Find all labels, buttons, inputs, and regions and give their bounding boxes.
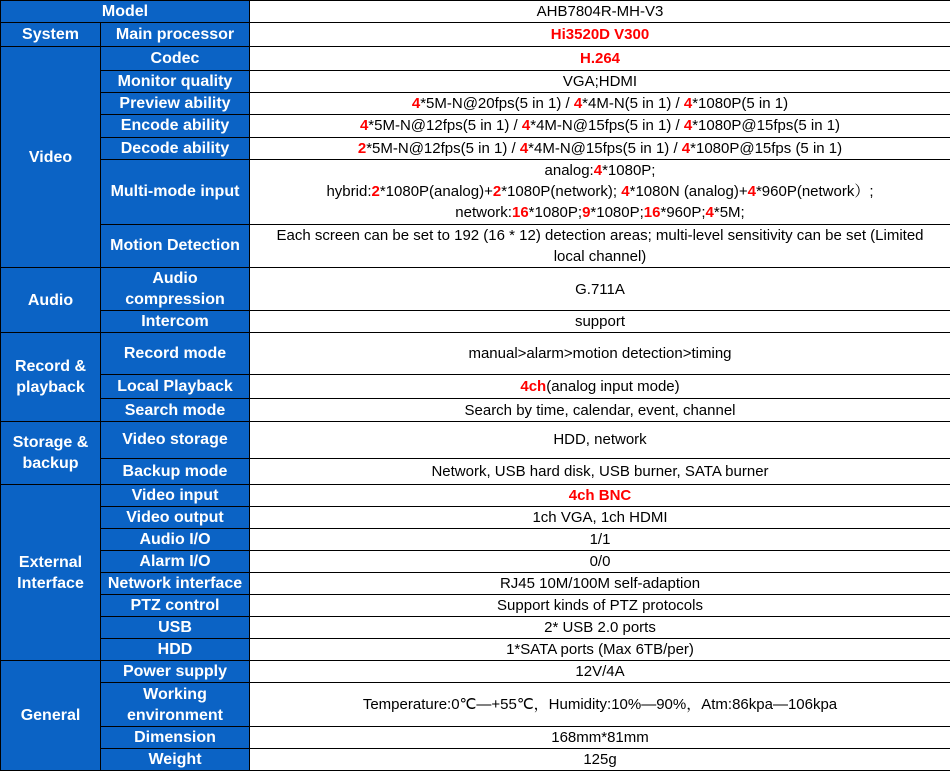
value-text: Support kinds of PTZ protocols: [497, 597, 703, 615]
row-label: Power supply: [101, 661, 250, 683]
highlight-text: 2: [357, 139, 367, 157]
value-text: Network, USB hard disk, USB burner, SATA burner: [431, 462, 769, 480]
row-label: Monitor quality: [101, 71, 250, 93]
spec-row-motion-detection: [1, 224, 950, 267]
spec-row-intercom: [1, 311, 950, 333]
row-label: Audio I/O: [101, 528, 250, 550]
row-value: [250, 458, 950, 484]
value-text: 12V/4A: [575, 663, 625, 681]
value-text: *1080P(5 in 1): [692, 95, 789, 113]
highlight-text: 4: [705, 204, 714, 222]
row-value: [250, 311, 950, 333]
spec-row-local-playback: [1, 375, 950, 399]
category-system: System: [1, 23, 101, 47]
row-value: [250, 23, 950, 47]
row-label: HDD: [101, 639, 250, 661]
category-general: General: [1, 661, 101, 771]
row-label: Network interface: [101, 573, 250, 595]
row-value: [250, 551, 950, 573]
value-text: support: [574, 313, 626, 331]
spec-row-weight: [1, 748, 950, 770]
category-external-interface: External Interface: [1, 484, 101, 661]
row-value: [250, 748, 950, 770]
value-text: local channel): [553, 247, 647, 265]
row-label: Record mode: [101, 333, 250, 375]
row-label: Backup mode: [101, 458, 250, 484]
value-text: *5M-N@12fps(5 in 1) /: [366, 139, 520, 157]
spec-row-working-environment: [1, 683, 950, 726]
spec-row-video-storage: [1, 421, 950, 458]
category-record-playback: Record & playback: [1, 333, 101, 421]
value-line: [254, 202, 946, 223]
highlight-text: 2: [371, 183, 380, 201]
spec-row-decode-ability: [1, 137, 950, 159]
value-text: *1080P@15fps (5 in 1): [690, 139, 843, 157]
row-value: [250, 47, 950, 71]
row-value: [250, 399, 950, 421]
row-value: [250, 115, 950, 137]
spec-row-video-output: [1, 506, 950, 528]
spec-row-dimension: [1, 726, 950, 748]
value-text: *1080P(analog)+: [379, 183, 493, 201]
value-text: *1080P;: [590, 204, 644, 222]
value-text: 0/0: [589, 553, 611, 571]
row-value: [250, 617, 950, 639]
row-value: [250, 159, 950, 224]
value-text: *1080P;: [602, 162, 656, 180]
highlight-text: Hi3520D V300: [550, 26, 650, 44]
category-storage-backup: Storage & backup: [1, 421, 101, 484]
row-label: Audio compression: [101, 267, 250, 310]
spec-row-codec: [1, 47, 950, 71]
value-text: RJ45 10M/100M self-adaption: [499, 575, 701, 593]
spec-table-body: [1, 1, 950, 771]
spec-row-audio-compression: [1, 267, 950, 310]
spec-row-multi-mode-input: [1, 159, 950, 224]
value-text: hybrid:: [326, 183, 372, 201]
row-value: [250, 333, 950, 375]
value-text: 1ch VGA, 1ch HDMI: [532, 508, 668, 526]
highlight-text: 4ch: [520, 378, 547, 396]
spec-row-encode-ability: [1, 115, 950, 137]
highlight-text: 4: [359, 117, 369, 135]
row-label: Motion Detection: [101, 224, 250, 267]
row-value: [250, 573, 950, 595]
row-label: USB: [101, 617, 250, 639]
row-value: [250, 137, 950, 159]
value-line: [254, 181, 946, 202]
row-value: [250, 375, 950, 399]
row-label: PTZ control: [101, 595, 250, 617]
row-label: Decode ability: [101, 137, 250, 159]
value-text: Each screen can be set to 192 (16 * 12) detection areas; multi-level sensitivity can be set (Limited: [276, 226, 924, 244]
value-text: G.711A: [575, 280, 625, 298]
value-text: VGA;HDMI: [562, 73, 638, 91]
value-text: AHB7804R-MH-V3: [536, 3, 664, 21]
row-label: Video storage: [101, 421, 250, 458]
spec-row-monitor-quality: [1, 71, 950, 93]
row-value: [250, 1, 950, 23]
row-label: Alarm I/O: [101, 551, 250, 573]
value-text: 1/1: [589, 530, 611, 548]
row-label: Working environment: [101, 683, 250, 726]
row-value: [250, 595, 950, 617]
highlight-text: 4: [621, 183, 630, 201]
value-text: Search by time, calendar, event, channel: [464, 401, 736, 419]
row-value: [250, 639, 950, 661]
value-text: manual>alarm>motion detection>timing: [468, 345, 732, 363]
row-value: [250, 683, 950, 726]
value-text: (analog input mode): [546, 378, 680, 396]
highlight-text: 4: [683, 95, 693, 113]
highlight-text: 4: [683, 117, 693, 135]
spec-row-alarm-i-o: [1, 551, 950, 573]
row-label: Main processor: [101, 23, 250, 47]
value-text: *4M-N@15fps(5 in 1) /: [528, 139, 682, 157]
value-text: *1080P@15fps(5 in 1): [692, 117, 841, 135]
value-text: *4M-N(5 in 1) /: [582, 95, 684, 113]
row-label: Dimension: [101, 726, 250, 748]
spec-row-video-input: [1, 484, 950, 506]
category-video: Video: [1, 47, 101, 268]
value-text: 125g: [583, 750, 617, 768]
row-label: Model: [1, 1, 250, 23]
value-text: *5M;: [713, 204, 745, 222]
highlight-text: 4: [593, 162, 603, 180]
highlight-text: 4ch BNC: [568, 486, 632, 504]
value-text: *960P(network）;: [755, 183, 874, 201]
value-text: 1*SATA ports (Max 6TB/per): [506, 641, 694, 659]
spec-row-hdd: [1, 639, 950, 661]
row-label: Video input: [101, 484, 250, 506]
spec-row-usb: [1, 617, 950, 639]
row-value: [250, 726, 950, 748]
spec-row-ptz-control: [1, 595, 950, 617]
highlight-text: 4: [747, 183, 756, 201]
row-value: [250, 224, 950, 267]
value-text: *960P;: [660, 204, 706, 222]
value-text: *1080P(network);: [501, 183, 622, 201]
row-label: Preview ability: [101, 93, 250, 115]
value-text: *1080N (analog)+: [629, 183, 748, 201]
row-label: Weight: [101, 748, 250, 770]
value-text: Temperature:0℃—+55℃，Humidity:10%—90%，Atm:86kpa—106kpa: [362, 696, 838, 714]
spec-row-record-mode: [1, 333, 950, 375]
value-text: *5M-N@12fps(5 in 1) /: [368, 117, 522, 135]
row-label: Local Playback: [101, 375, 250, 399]
highlight-text: 9: [582, 204, 591, 222]
row-value: [250, 421, 950, 458]
highlight-text: 4: [521, 117, 531, 135]
spec-row-backup-mode: [1, 458, 950, 484]
row-value: [250, 93, 950, 115]
value-line: [254, 246, 946, 267]
highlight-text: 4: [411, 95, 421, 113]
highlight-text: 4: [519, 139, 529, 157]
row-value: [250, 484, 950, 506]
row-label: Video output: [101, 506, 250, 528]
value-text: *1080P;: [528, 204, 583, 222]
highlight-text: 4: [681, 139, 691, 157]
row-label: Encode ability: [101, 115, 250, 137]
row-value: [250, 506, 950, 528]
highlight-text: 4: [573, 95, 583, 113]
spec-row-audio-i-o: [1, 528, 950, 550]
value-line: [254, 225, 946, 246]
row-value: [250, 661, 950, 683]
value-text: network:: [455, 204, 512, 222]
row-label: Codec: [101, 47, 250, 71]
value-text: *4M-N@15fps(5 in 1) /: [530, 117, 684, 135]
row-value: [250, 267, 950, 310]
spec-row-power-supply: [1, 661, 950, 683]
spec-row-model: [1, 1, 950, 23]
highlight-text: H.264: [579, 50, 621, 68]
highlight-text: 16: [511, 204, 529, 222]
highlight-text: 16: [643, 204, 661, 222]
row-label: Multi-mode input: [101, 159, 250, 224]
value-text: *5M-N@20fps(5 in 1) /: [420, 95, 574, 113]
row-label: Intercom: [101, 311, 250, 333]
highlight-text: 2: [492, 183, 502, 201]
value-text: analog:: [544, 162, 594, 180]
category-audio: Audio: [1, 267, 101, 332]
row-value: [250, 71, 950, 93]
spec-row-preview-ability: [1, 93, 950, 115]
value-text: 168mm*81mm: [551, 728, 649, 746]
spec-row-network-interface: [1, 573, 950, 595]
value-line: [254, 160, 946, 181]
value-text: HDD, network: [553, 431, 647, 449]
spec-row-main-processor: [1, 23, 950, 47]
value-text: 2* USB 2.0 ports: [544, 619, 656, 637]
spec-row-search-mode: [1, 399, 950, 421]
row-label: Search mode: [101, 399, 250, 421]
row-value: [250, 528, 950, 550]
